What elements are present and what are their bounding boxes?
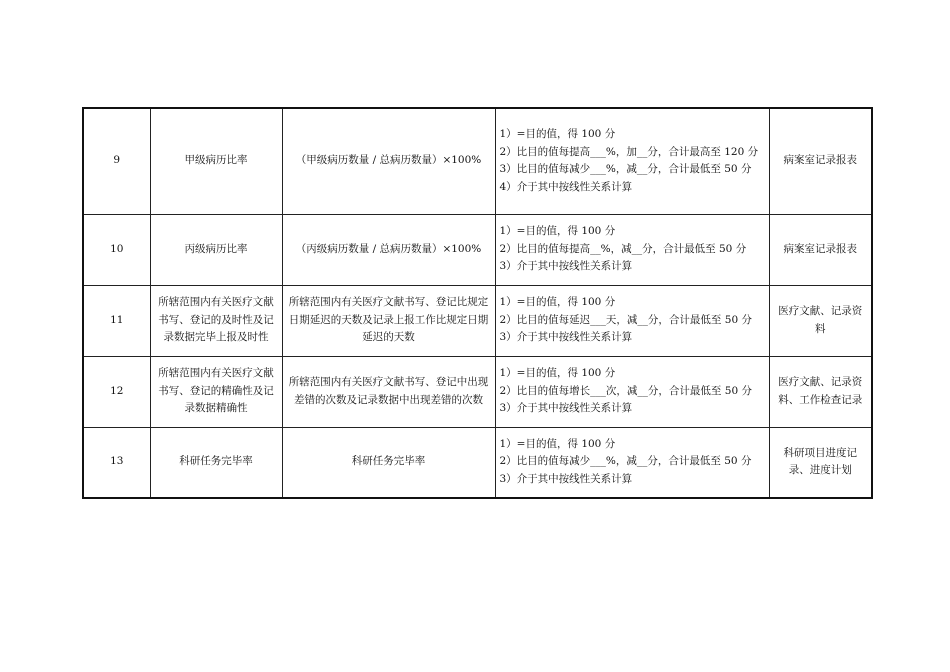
scoring-rule: 1）=目的值，得 100 分	[499, 437, 616, 450]
indicator-formula: （甲级病历数量 / 总病历数量）×100%	[282, 108, 495, 214]
scoring-rule: 2）比目的值每增长___次，减__分，合计最低至 50 分	[499, 384, 752, 397]
scoring-rules	[495, 285, 769, 356]
scoring-rule: 3）介于其中按线性关系计算	[499, 402, 633, 415]
indicator-formula: 所辖范围内有关医疗文献书写、登记中出现差错的次数及记录数据中出现差错的次数	[282, 356, 495, 427]
scoring-rules	[495, 214, 769, 285]
indicator-name: 科研任务完毕率	[150, 427, 282, 498]
scoring-rule: 1）=目的值，得 100 分	[499, 296, 616, 309]
data-source: 病案室记录报表	[769, 108, 872, 214]
row-number: 13	[83, 427, 150, 498]
row-number: 9	[83, 108, 150, 214]
indicator-name: 丙级病历比率	[150, 214, 282, 285]
scoring-rule: 1）=目的值，得 100 分	[499, 225, 616, 238]
row-number: 10	[83, 214, 150, 285]
indicator-formula: 所辖范围内有关医疗文献书写、登记比规定日期延迟的天数及记录上报工作比规定日期延迟的天数	[282, 285, 495, 356]
indicator-formula: （丙级病历数量 / 总病历数量）×100%	[282, 214, 495, 285]
scoring-rule: 4）介于其中按线性关系计算	[499, 180, 633, 193]
indicator-name: 所辖范围内有关医疗文献书写、登记的及时性及记录数据完毕上报及时性	[150, 285, 282, 356]
scoring-rule: 3）介于其中按线性关系计算	[499, 260, 633, 273]
scoring-rule: 2）比目的值每延迟___天，减__分，合计最低至 50 分	[499, 313, 752, 326]
table-row	[83, 285, 872, 356]
data-source: 病案室记录报表	[769, 214, 872, 285]
scoring-rule: 1）=目的值，得 100 分	[499, 128, 616, 141]
indicator-name: 甲级病历比率	[150, 108, 282, 214]
row-number: 11	[83, 285, 150, 356]
scoring-rule: 2）比目的值每提高___%，加__分，合计最高至 120 分	[499, 145, 759, 158]
scoring-rule: 3）介于其中按线性关系计算	[499, 473, 633, 486]
scoring-rules	[495, 427, 769, 498]
scoring-rule: 2）比目的值每减少___%，减__分，合计最低至 50 分	[499, 455, 752, 468]
scoring-rules	[495, 356, 769, 427]
kpi-table-body	[83, 108, 872, 498]
scoring-rule: 2）比目的值每提高__%，减__分，合计最低至 50 分	[499, 242, 747, 255]
data-source: 科研项目进度记录、进度计划	[769, 427, 872, 498]
data-source: 医疗文献、记录资料	[769, 285, 872, 356]
scoring-rule: 3）比目的值每减少___%，减__分，合计最低至 50 分	[499, 163, 752, 176]
scoring-rule: 1）=目的值，得 100 分	[499, 367, 616, 380]
scoring-rules	[495, 108, 769, 214]
row-number: 12	[83, 356, 150, 427]
table-row	[83, 356, 872, 427]
scoring-rule: 3）介于其中按线性关系计算	[499, 331, 633, 344]
table-row	[83, 427, 872, 498]
indicator-formula: 科研任务完毕率	[282, 427, 495, 498]
kpi-table	[82, 107, 873, 499]
indicator-name: 所辖范围内有关医疗文献书写、登记的精确性及记录数据精确性	[150, 356, 282, 427]
data-source: 医疗文献、记录资料、工作检查记录	[769, 356, 872, 427]
table-row	[83, 108, 872, 214]
table-row	[83, 214, 872, 285]
